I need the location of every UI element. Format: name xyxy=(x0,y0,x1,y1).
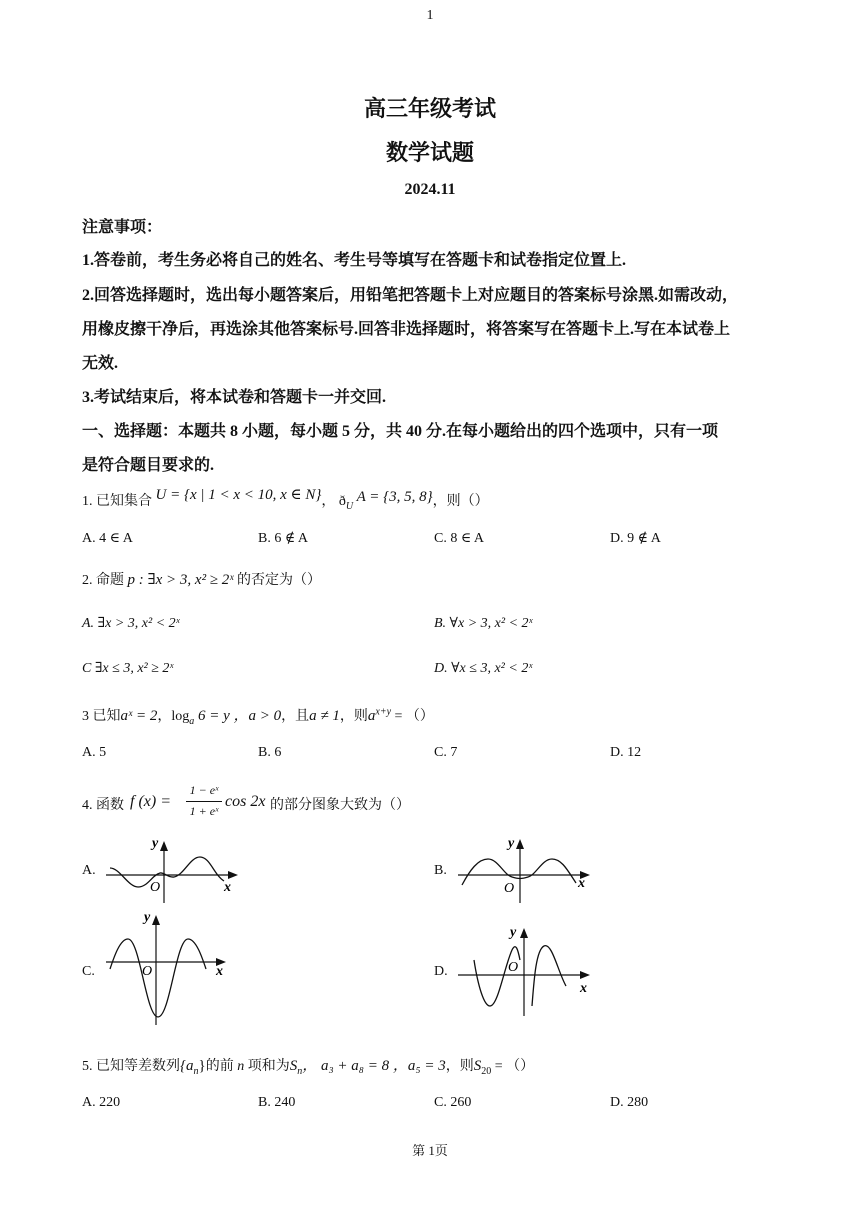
q2-option-b: B. ∀x > 3, x² < 2ˣ xyxy=(434,616,533,631)
y-axis-arrow xyxy=(152,915,160,925)
exam-date: 2024.11 xyxy=(404,181,456,198)
q4-suffix: 的部分图象大致为（） xyxy=(270,798,410,813)
y-axis-arrow xyxy=(160,841,168,851)
question-1-stem: 1. 已知集合 U = {x | 1 < x < 10, x ∈ N}， $ð_U$ A = {3, 5, 8}，则（） xyxy=(82,487,489,512)
q4-fraction-bar xyxy=(186,801,222,802)
q2-option-d: D. ∀x ≤ 3, x² < 2ˣ xyxy=(434,661,533,676)
q4-fx: f (x) = xyxy=(130,793,171,810)
graph-a-curve xyxy=(110,857,224,887)
origin-label: O xyxy=(504,881,515,896)
subject-title: 数学试题 xyxy=(385,140,474,165)
x-axis-label: x xyxy=(578,876,585,891)
y-axis-label: y xyxy=(510,925,517,940)
y-axis-arrow xyxy=(516,839,524,849)
q4-graph-b xyxy=(452,835,602,905)
graph-b-curve xyxy=(462,859,576,885)
y-axis-label: y xyxy=(508,836,515,851)
q3-option-b: B. 6 xyxy=(258,745,282,760)
q4-option-c-label: C. xyxy=(82,964,95,979)
q4-denominator: 1 + eˣ xyxy=(189,804,219,818)
x-axis-label: x xyxy=(216,964,223,979)
x-axis-label: x xyxy=(224,880,231,895)
notice-heading: 注意事项： xyxy=(82,219,163,236)
y-axis-label: y xyxy=(152,836,159,851)
q5-option-c: C. 260 xyxy=(434,1095,472,1110)
q3-option-d: D. 12 xyxy=(610,745,642,760)
y-axis-label: y xyxy=(144,910,151,925)
q4-graph-c xyxy=(100,905,250,1030)
origin-label: O xyxy=(142,964,153,979)
origin-label: O xyxy=(508,960,519,975)
q4-option-b-label: B. xyxy=(434,863,447,878)
q4-graph-d xyxy=(452,920,602,1020)
q1-set-u: U = {x | 1 < x < 10, x ∈ N} xyxy=(155,487,322,503)
notice-item-2-line-1: 2.回答选择题时，选出每小题答案后，用铅笔把答题卡上对应题目的答案标号涂黑.如需改动， xyxy=(82,287,739,304)
q1-option-d: D. 9 ∉ A xyxy=(610,531,661,546)
notice-item-2-line-3: 无效. xyxy=(82,355,119,372)
x-axis-arrow xyxy=(580,971,590,979)
graph-d-curve-right xyxy=(532,946,566,1006)
graph-c-curve xyxy=(110,939,206,1017)
origin-label: O xyxy=(150,880,161,895)
q1-option-a: A. 4 ∈ A xyxy=(82,531,133,546)
q1-option-b: B. 6 ∉ A xyxy=(258,531,309,546)
notice-item-3: 3.考试结束后，将本试卷和答题卡一并交回. xyxy=(82,389,387,406)
q5-option-a: A. 220 xyxy=(82,1095,121,1110)
question-4-prefix: 4. 函数 xyxy=(82,798,124,813)
q3-option-c: C. 7 xyxy=(434,745,458,760)
header-page-number: 1 xyxy=(426,8,434,23)
q3-option-a: A. 5 xyxy=(82,745,107,760)
exam-title: 高三年级考试 xyxy=(363,96,496,121)
question-3-stem: 3 已知aˣ = 2，$\log_a 6 = y$ ，a > 0，且a ≠ 1，则$a^{x+y}$ = （） xyxy=(82,706,434,727)
q2-option-a: A. ∃x > 3, x² < 2ˣ xyxy=(82,616,180,631)
x-axis-arrow xyxy=(228,871,238,879)
q5-option-d: D. 280 xyxy=(610,1095,649,1110)
q4-graph-a xyxy=(100,835,250,905)
footer-page-label: 第 1页 xyxy=(412,1143,448,1158)
section-1-line-2: 是符合题目要求的. xyxy=(82,457,215,474)
graph-d-curve-left xyxy=(474,947,520,1006)
q4-cos: cos 2x xyxy=(225,793,266,810)
question-2-stem: 2. 命题 p : ∃x > 3, x² ≥ 2ˣ 的否定为（） xyxy=(82,572,322,588)
x-axis-label: x xyxy=(580,981,587,996)
section-1-line-1: 一、选择题：本题共 8 小题，每小题 5 分，共 40 分.在每小题给出的四个选项中，只有一项 xyxy=(82,423,719,440)
q1-set-a: A = {3, 5, 8} xyxy=(356,489,433,505)
question-5-stem: 5. 已知等差数列$\{a_n\}$的前 n 项和为$S_n$， a₃ + a₈ = 8 ，a₅ = 3，则$S_{20}$ = （） xyxy=(82,1058,535,1077)
q1-option-c: C. 8 ∈ A xyxy=(434,531,485,546)
q5-option-b: B. 240 xyxy=(258,1095,296,1110)
notice-item-2-line-2: 用橡皮擦干净后，再选涂其他答案标号.回答非选择题时，将答案写在答题卡上.写在本试卷上 xyxy=(82,321,731,338)
q4-option-d-label: D. xyxy=(434,964,448,979)
y-axis-arrow xyxy=(520,928,528,938)
q4-numerator: 1 − eˣ xyxy=(189,783,219,797)
notice-item-1: 1.答卷前，考生务必将自己的姓名、考生号等填写在答题卡和试卷指定位置上. xyxy=(82,252,627,269)
q4-option-a-label: A. xyxy=(82,863,96,878)
q2-option-c: C ∃x ≤ 3, x² ≥ 2ˣ xyxy=(82,661,174,676)
